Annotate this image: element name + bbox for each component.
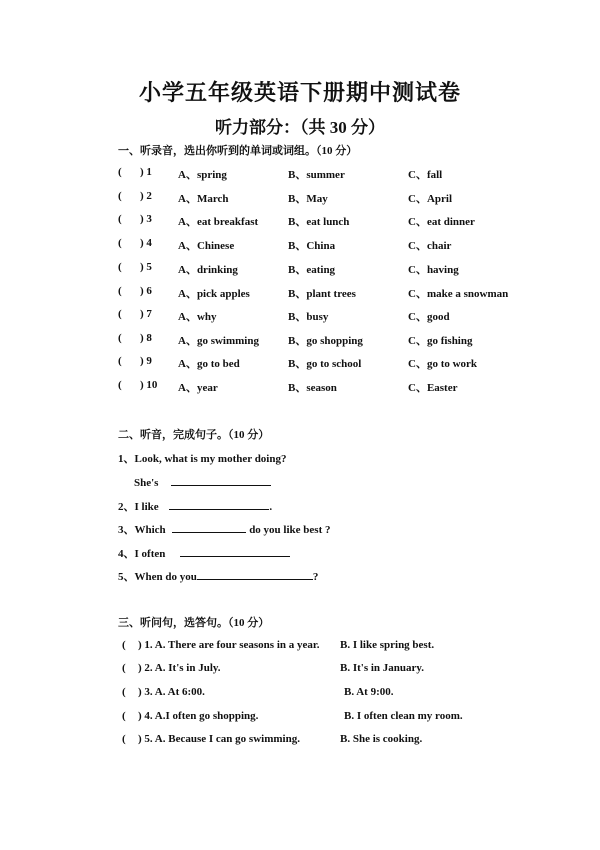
option-b[interactable]: B. It's in January. <box>340 662 425 674</box>
option-b[interactable]: B、eating <box>288 264 336 276</box>
option-c[interactable]: C、April <box>408 193 452 205</box>
option-a[interactable]: A、year <box>178 382 218 394</box>
answer-paren[interactable]: ( <box>118 166 122 178</box>
s2-q5-tail: ? <box>312 571 319 583</box>
s2-q3-tail: do you like best ? <box>249 524 331 536</box>
option-c[interactable]: C、Easter <box>408 382 458 394</box>
answer-paren[interactable]: ( <box>122 686 126 698</box>
question-row <box>118 166 538 180</box>
question-row <box>118 379 538 393</box>
section1-heading: 一、听录音，选出你听到的单词或词组。（10 分） <box>118 145 358 157</box>
s2-question-1: 1、Look, what is my mother doing? <box>118 453 287 465</box>
question-number: ) 2 <box>140 190 152 202</box>
option-a[interactable]: A、Chinese <box>178 240 235 252</box>
s2-q5-text: 5、When do you <box>118 571 197 583</box>
answer-paren[interactable]: ( <box>122 662 126 674</box>
option-c[interactable]: C、good <box>408 311 450 323</box>
question-row <box>118 190 538 204</box>
question-row <box>118 355 538 369</box>
option-a[interactable]: A、eat breakfast <box>178 216 259 228</box>
page-subtitle: 听力部分：（共 30 分） <box>215 118 385 137</box>
option-a[interactable]: ) 2. A. It's in July. <box>138 662 221 674</box>
answer-paren[interactable]: ( <box>118 355 122 367</box>
answer-paren[interactable]: ( <box>118 237 122 249</box>
s2-question-2: 2、I like . <box>118 498 272 514</box>
option-c[interactable]: C、fall <box>408 169 443 181</box>
option-c[interactable]: C、having <box>408 264 459 276</box>
option-a[interactable]: ) 4. A.I often go shopping. <box>138 710 259 722</box>
option-c[interactable]: C、go to work <box>408 358 478 370</box>
s2-q4-text: 4、I often <box>118 548 166 560</box>
option-c[interactable]: C、go fishing <box>408 335 473 347</box>
question-row <box>118 213 538 227</box>
question-number: ) 4 <box>140 237 152 249</box>
s2-question-4 <box>118 545 290 561</box>
option-b[interactable]: B、China <box>288 240 336 252</box>
choice-row <box>122 639 542 653</box>
page-title: 小学五年级英语下册期中测试卷 <box>138 80 461 105</box>
option-c[interactable]: C、make a snowman <box>408 288 509 300</box>
option-a[interactable]: ) 5. A. Because I can go swimming. <box>138 733 300 745</box>
question-number: ) 1 <box>140 166 152 178</box>
question-row <box>118 261 538 275</box>
option-a[interactable]: A、drinking <box>178 264 238 276</box>
question-row <box>118 237 538 251</box>
answer-paren[interactable]: ( <box>122 639 126 651</box>
answer-paren[interactable]: ( <box>118 261 122 273</box>
option-b[interactable]: B、May <box>288 193 328 205</box>
question-number: ) 10 <box>140 379 158 391</box>
answer-paren[interactable]: ( <box>118 285 122 297</box>
option-b[interactable]: B. At 9:00. <box>344 686 394 698</box>
option-b[interactable]: B、go shopping <box>288 335 363 347</box>
s2-question-3 <box>118 521 330 537</box>
s2-q3-text: 3、Which <box>118 524 166 536</box>
question-row <box>118 285 538 299</box>
answer-paren[interactable]: ( <box>122 733 126 745</box>
answer-blank[interactable] <box>180 545 290 557</box>
option-b[interactable]: B、eat lunch <box>288 216 350 228</box>
section2-heading: 二、听音，完成句子。（10 分） <box>118 429 270 441</box>
question-number: ) 3 <box>140 213 152 225</box>
choice-row <box>122 662 542 676</box>
option-b[interactable]: B、go to school <box>288 358 362 370</box>
option-a[interactable]: A、why <box>178 311 217 323</box>
option-a[interactable]: A、pick apples <box>178 288 250 300</box>
s2-question-5 <box>118 568 318 584</box>
question-number: ) 6 <box>140 285 152 297</box>
choice-row <box>122 686 542 700</box>
question-number: ) 8 <box>140 332 152 344</box>
s2-question-1-answer <box>134 474 271 489</box>
s2-q2-text: 2、I like <box>118 501 159 513</box>
answer-paren[interactable]: ( <box>118 332 122 344</box>
option-a[interactable]: A、March <box>178 193 229 205</box>
option-a[interactable]: ) 3. A. At 6:00. <box>138 686 205 698</box>
question-number: ) 9 <box>140 355 152 367</box>
answer-blank[interactable] <box>171 474 271 486</box>
option-c[interactable]: C、chair <box>408 240 452 252</box>
option-a[interactable]: A、spring <box>178 169 227 181</box>
option-c[interactable]: C、eat dinner <box>408 216 475 228</box>
answer-paren[interactable]: ( <box>118 190 122 202</box>
answer-paren[interactable]: ( <box>118 379 122 391</box>
answer-blank[interactable] <box>197 568 313 580</box>
option-b[interactable]: B、busy <box>288 311 329 323</box>
choice-row <box>122 710 542 724</box>
option-a[interactable]: A、go to bed <box>178 358 240 370</box>
option-a[interactable]: A、go swimming <box>178 335 259 347</box>
option-b[interactable]: B. I often clean my room. <box>344 710 463 722</box>
section3-heading: 三、听问句，选答句。（10 分） <box>118 617 270 629</box>
option-b[interactable]: B. I like spring best. <box>340 639 435 651</box>
answer-paren[interactable]: ( <box>118 308 122 320</box>
question-row <box>118 332 538 346</box>
s2-q1-prefix: She's <box>134 477 159 489</box>
question-row <box>118 308 538 322</box>
question-number: ) 7 <box>140 308 152 320</box>
option-b[interactable]: B、summer <box>288 169 345 181</box>
option-a[interactable]: ) 1. A. There are four seasons in a year. <box>138 639 320 651</box>
answer-paren[interactable]: ( <box>118 213 122 225</box>
option-b[interactable]: B、plant trees <box>288 288 356 300</box>
answer-paren[interactable]: ( <box>122 710 126 722</box>
choice-row <box>122 733 542 747</box>
answer-blank[interactable] <box>169 498 269 510</box>
question-number: ) 5 <box>140 261 152 273</box>
option-b[interactable]: B. She is cooking. <box>340 733 423 745</box>
option-b[interactable]: B、season <box>288 382 337 394</box>
answer-blank[interactable] <box>172 521 246 533</box>
